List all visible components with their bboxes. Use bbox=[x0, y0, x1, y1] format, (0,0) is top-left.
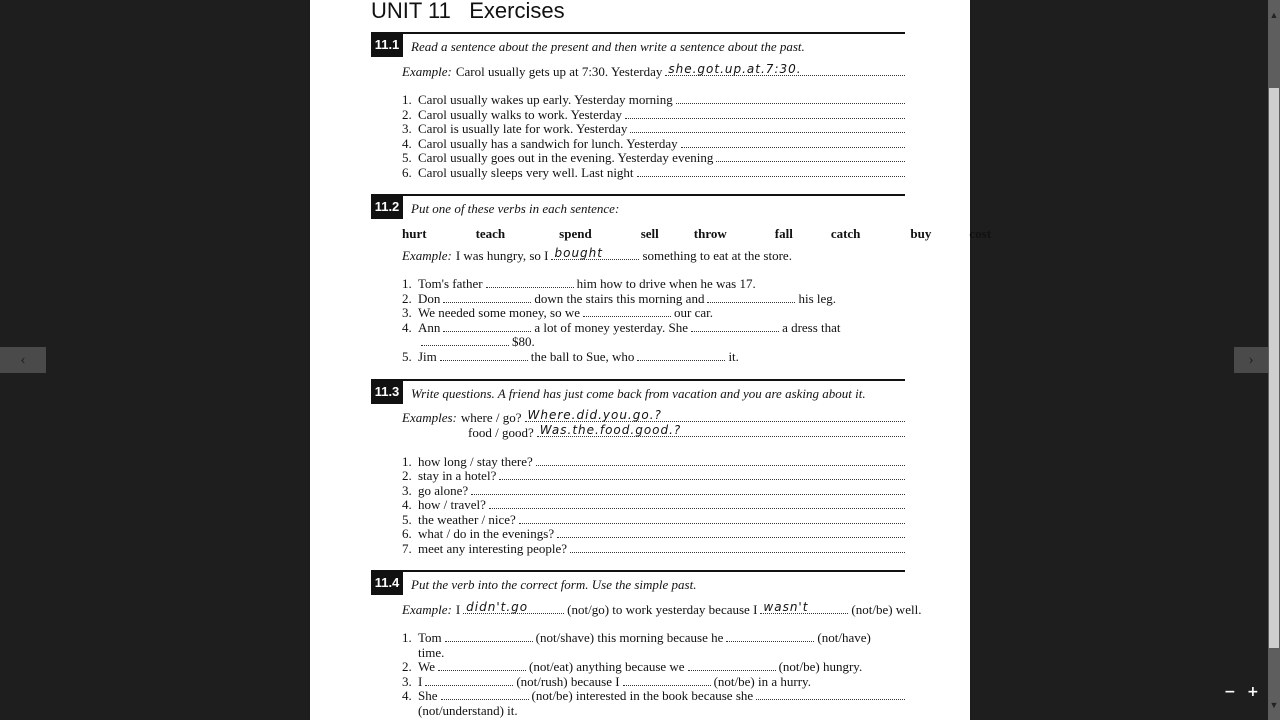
verb-word: throw bbox=[693, 226, 727, 241]
example-line bbox=[402, 600, 922, 617]
handwritten-answer: didn't.go bbox=[466, 600, 529, 614]
answer-blank[interactable] bbox=[676, 92, 905, 104]
answer-blank[interactable] bbox=[625, 107, 905, 119]
answer-blank[interactable] bbox=[681, 136, 905, 148]
item-number: 3. bbox=[402, 305, 412, 320]
item-text: where / go? bbox=[460, 410, 522, 425]
section-rule bbox=[371, 570, 905, 572]
item-text: Carol usually walks to work. Yesterday bbox=[418, 107, 623, 122]
item-text: how / travel? bbox=[418, 497, 486, 512]
answer-blank[interactable] bbox=[637, 349, 725, 361]
item-text: I was hungry, so I bbox=[455, 248, 549, 263]
answer-blank[interactable] bbox=[537, 425, 905, 437]
scroll-down-arrow-icon[interactable]: ▼ bbox=[1269, 700, 1279, 710]
handwritten-answer: wasn't bbox=[763, 600, 809, 614]
answer-blank[interactable] bbox=[630, 121, 905, 133]
exercise-item bbox=[402, 150, 905, 165]
item-number: 5. bbox=[402, 512, 412, 527]
item-number: 3. bbox=[402, 121, 412, 136]
item-text: (not/be) well. bbox=[851, 602, 922, 617]
example-label: Example: bbox=[402, 602, 452, 617]
item-text: Tom's father bbox=[418, 276, 483, 291]
example-line bbox=[402, 248, 905, 263]
item-text: (not/shave) this morning because he bbox=[535, 630, 724, 645]
answer-blank[interactable] bbox=[443, 291, 531, 303]
item-text: (not/have) bbox=[817, 630, 871, 645]
answer-blank[interactable] bbox=[489, 497, 905, 509]
exercise-item bbox=[402, 334, 905, 349]
item-number: 1. bbox=[402, 276, 412, 291]
item-text: (not/be) in a hurry. bbox=[713, 674, 811, 689]
exercise-item bbox=[402, 136, 905, 151]
item-number: 5. bbox=[402, 150, 412, 165]
answer-blank[interactable] bbox=[445, 630, 533, 642]
item-text: it. bbox=[728, 349, 739, 364]
answer-blank[interactable] bbox=[707, 291, 795, 303]
item-text: the ball to Sue, who bbox=[530, 349, 635, 364]
handwritten-answer: bought bbox=[554, 246, 603, 260]
answer-blank[interactable] bbox=[756, 688, 905, 700]
section-instruction: Put one of these verbs in each sentence: bbox=[411, 201, 620, 216]
exercise-item bbox=[402, 674, 905, 689]
example-label: Examples: bbox=[402, 410, 457, 425]
section-number: 11.3 bbox=[371, 380, 403, 404]
item-text: (not/rush) because I bbox=[516, 674, 620, 689]
item-text: what / do in the evenings? bbox=[418, 526, 555, 541]
answer-blank[interactable] bbox=[425, 674, 513, 686]
verb-word: cost bbox=[969, 226, 992, 241]
item-text: I bbox=[418, 674, 423, 689]
answer-blank[interactable] bbox=[438, 659, 526, 671]
verb-word: hurt bbox=[402, 226, 427, 241]
zoom-in-button[interactable]: + bbox=[1247, 684, 1259, 700]
section-instruction: Read a sentence about the present and then write a sentence about the past. bbox=[411, 39, 805, 54]
previous-page-button[interactable] bbox=[0, 347, 46, 373]
page-title: UNIT 11 Exercises bbox=[371, 0, 565, 23]
chevron-right-icon: › bbox=[1248, 351, 1254, 368]
exercise-item bbox=[402, 454, 905, 469]
section-number: 11.1 bbox=[371, 33, 403, 57]
answer-blank[interactable] bbox=[557, 526, 905, 538]
exercise-item bbox=[402, 630, 905, 645]
handwritten-answer: Was.the.food.good.? bbox=[539, 423, 682, 437]
exercise-item bbox=[402, 349, 905, 364]
exercise-item bbox=[402, 92, 905, 107]
item-text: Carol is usually late for work. Yesterday bbox=[418, 121, 628, 136]
example-label: Example: bbox=[402, 248, 452, 263]
item-number: 6. bbox=[402, 526, 412, 541]
answer-blank[interactable] bbox=[441, 688, 529, 700]
item-number: 7. bbox=[402, 541, 412, 556]
item-number: 3. bbox=[402, 483, 412, 498]
answer-blank[interactable] bbox=[688, 659, 776, 671]
item-text: food / good? bbox=[468, 425, 534, 440]
exercise-item bbox=[402, 703, 905, 718]
item-text: Tom bbox=[418, 630, 442, 645]
chevron-left-icon: ‹ bbox=[20, 351, 26, 368]
verb-word: catch bbox=[830, 226, 861, 241]
exercise-item bbox=[402, 165, 905, 180]
handwritten-answer: she.got.up.at.7:30. bbox=[668, 62, 802, 76]
item-number: 2. bbox=[402, 468, 412, 483]
answer-blank[interactable] bbox=[551, 248, 639, 260]
item-text: I bbox=[455, 602, 461, 617]
exercise-item bbox=[402, 645, 905, 660]
item-text: his leg. bbox=[798, 291, 837, 306]
scrollbar-thumb[interactable] bbox=[1269, 88, 1279, 648]
item-text: the weather / nice? bbox=[418, 512, 516, 527]
verb-word: spend bbox=[559, 226, 592, 241]
item-text: a dress that bbox=[782, 320, 841, 335]
answer-blank[interactable] bbox=[443, 320, 531, 332]
item-text: time. bbox=[418, 645, 445, 660]
item-text: our car. bbox=[674, 305, 713, 320]
answer-blank[interactable] bbox=[760, 602, 848, 614]
answer-blank[interactable] bbox=[716, 150, 905, 162]
item-text: meet any interesting people? bbox=[418, 541, 568, 556]
section-rule bbox=[371, 194, 905, 196]
answer-blank[interactable] bbox=[463, 602, 564, 614]
answer-blank[interactable] bbox=[536, 454, 905, 466]
item-text: go alone? bbox=[418, 483, 469, 498]
verb-list bbox=[402, 226, 991, 242]
answer-blank[interactable] bbox=[623, 674, 711, 686]
example-label: Example: bbox=[402, 64, 452, 79]
item-text: (not/be) hungry. bbox=[778, 659, 863, 674]
item-number: 6. bbox=[402, 165, 412, 180]
item-text: him how to drive when he was 17. bbox=[576, 276, 756, 291]
answer-blank[interactable] bbox=[665, 64, 905, 76]
section-instruction: Put the verb into the correct form. Use the simple past. bbox=[411, 577, 697, 592]
section-rule bbox=[371, 32, 905, 34]
item-text: Ann bbox=[418, 320, 441, 335]
answer-blank[interactable] bbox=[519, 512, 905, 524]
answer-blank[interactable] bbox=[486, 276, 574, 288]
verb-word: fall bbox=[774, 226, 793, 241]
answer-blank[interactable] bbox=[570, 541, 905, 553]
exercise-item bbox=[402, 497, 905, 512]
exercise-item bbox=[402, 483, 905, 498]
item-number: 4. bbox=[402, 320, 412, 335]
item-number: 1. bbox=[402, 454, 412, 469]
exercise-item bbox=[402, 276, 905, 291]
exercise-item bbox=[402, 121, 905, 136]
example-line bbox=[402, 64, 905, 79]
exercise-item bbox=[402, 468, 905, 483]
item-text: Carol usually sleeps very well. Last night bbox=[418, 165, 634, 180]
exercise-item bbox=[402, 659, 905, 674]
answer-blank[interactable] bbox=[637, 165, 905, 177]
item-text: Carol usually gets up at 7:30. Yesterday bbox=[455, 64, 663, 79]
next-page-button[interactable] bbox=[1234, 347, 1268, 373]
item-number: 5. bbox=[402, 349, 412, 364]
exercise-item bbox=[402, 512, 905, 527]
item-text: Jim bbox=[418, 349, 437, 364]
section-instruction: Write questions. A friend has just come back from vacation and you are asking about it. bbox=[411, 386, 866, 401]
vertical-scrollbar[interactable] bbox=[1268, 0, 1280, 720]
item-text: $80. bbox=[512, 334, 535, 349]
answer-blank[interactable] bbox=[440, 349, 528, 361]
item-number: 1. bbox=[402, 630, 412, 645]
answer-blank[interactable] bbox=[726, 630, 814, 642]
item-number: 2. bbox=[402, 659, 412, 674]
verb-word: teach bbox=[475, 226, 506, 241]
item-text: We needed some money, so we bbox=[418, 305, 581, 320]
item-text: (not/understand) it. bbox=[418, 703, 518, 718]
item-text: We bbox=[418, 659, 435, 674]
item-text: how long / stay there? bbox=[418, 454, 533, 469]
exercise-item bbox=[402, 688, 905, 703]
item-number: 4. bbox=[402, 497, 412, 512]
example-line bbox=[402, 425, 905, 440]
handwritten-answer: Where.did.you.go.? bbox=[527, 408, 662, 422]
item-text: stay in a hotel? bbox=[418, 468, 497, 483]
item-number: 3. bbox=[402, 674, 412, 689]
exercise-item bbox=[402, 320, 905, 335]
zoom-out-button[interactable]: − bbox=[1224, 684, 1236, 700]
exercise-item bbox=[402, 107, 905, 122]
answer-blank[interactable] bbox=[525, 410, 905, 422]
item-number: 2. bbox=[402, 107, 412, 122]
section-number: 11.4 bbox=[371, 571, 403, 595]
exercise-item bbox=[402, 526, 905, 541]
exercise-item bbox=[402, 291, 905, 306]
section-number: 11.2 bbox=[371, 195, 403, 219]
verb-word: sell bbox=[640, 226, 659, 241]
section-rule bbox=[371, 379, 905, 381]
item-text: (not/go) to work yesterday because I bbox=[567, 602, 758, 617]
verb-word: buy bbox=[910, 226, 932, 241]
answer-blank[interactable] bbox=[421, 334, 509, 346]
document-page bbox=[310, 0, 992, 720]
answer-blank[interactable] bbox=[471, 483, 905, 495]
item-text: something to eat at the store. bbox=[642, 248, 792, 263]
item-text: Carol usually wakes up early. Yesterday morning bbox=[418, 92, 673, 107]
scroll-up-arrow-icon[interactable]: ▲ bbox=[1269, 10, 1279, 20]
item-text: a lot of money yesterday. She bbox=[534, 320, 689, 335]
exercise-item bbox=[402, 541, 905, 556]
answer-blank[interactable] bbox=[499, 468, 905, 480]
item-text: She bbox=[418, 688, 438, 703]
item-number: 4. bbox=[402, 136, 412, 151]
item-text: Don bbox=[418, 291, 441, 306]
item-number: 2. bbox=[402, 291, 412, 306]
item-text: Carol usually goes out in the evening. Yesterday evening bbox=[418, 150, 714, 165]
item-text: (not/be) interested in the book because she bbox=[531, 688, 754, 703]
item-text: Carol usually has a sandwich for lunch. Yesterday bbox=[418, 136, 678, 151]
item-number: 1. bbox=[402, 92, 412, 107]
item-number: 4. bbox=[402, 688, 412, 703]
answer-blank[interactable] bbox=[583, 305, 671, 317]
answer-blank[interactable] bbox=[691, 320, 779, 332]
item-text: (not/eat) anything because we bbox=[529, 659, 685, 674]
item-text: down the stairs this morning and bbox=[534, 291, 705, 306]
exercise-item bbox=[402, 305, 905, 320]
